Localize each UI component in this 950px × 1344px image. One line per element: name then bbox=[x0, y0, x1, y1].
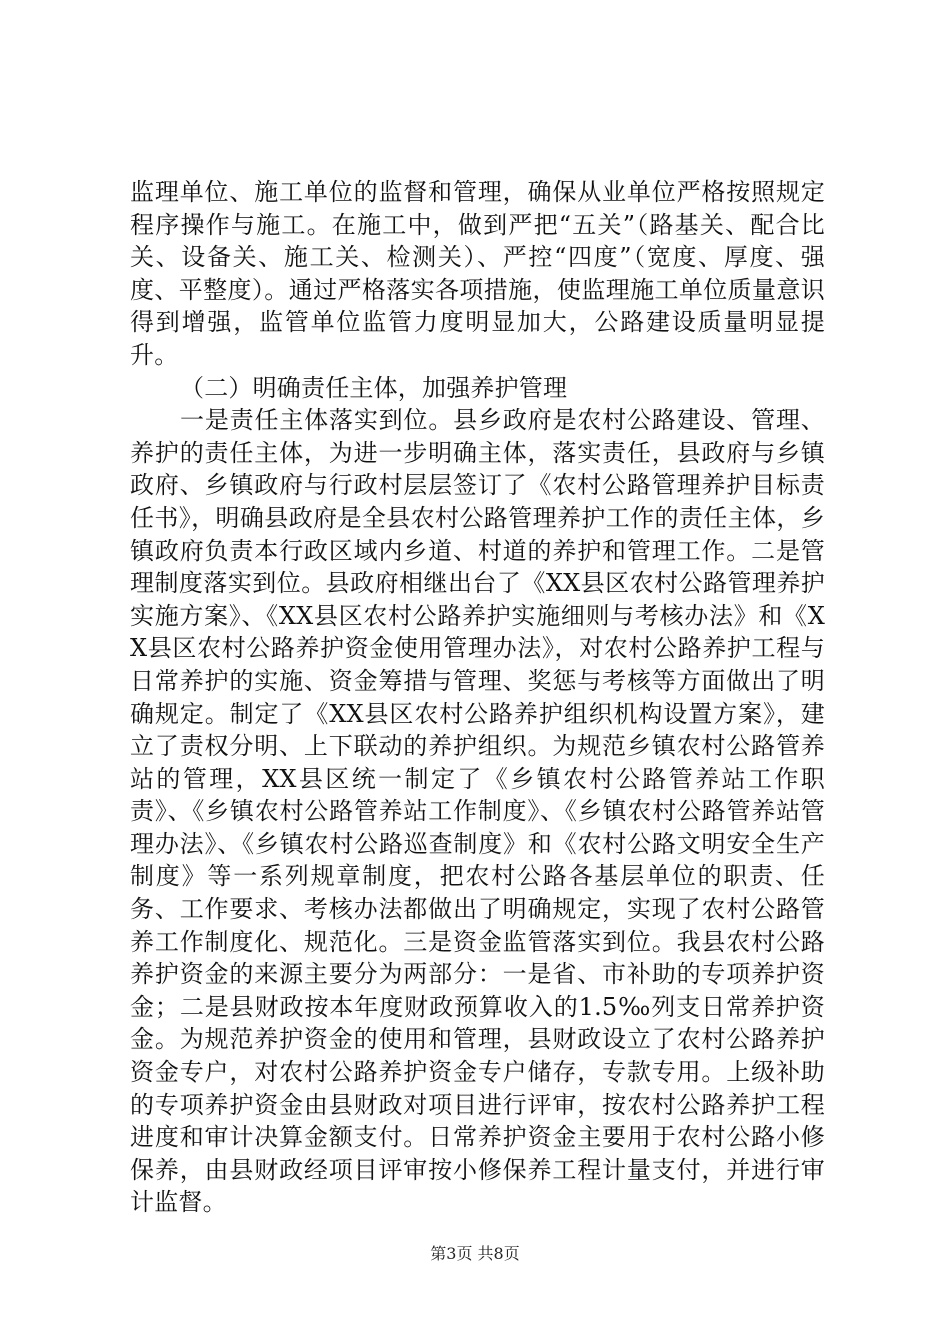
document-body bbox=[130, 176, 825, 1219]
page-number: 第3页 共8页 bbox=[430, 1244, 520, 1263]
section-heading: （二）明确责任主体，加强养护管理 bbox=[180, 373, 568, 402]
paragraph-supervision: 监理单位、施工单位的监督和管理，确保从业单位严格按照规定程序操作与施工。在施工中，做到严把“五关”（路基关、配合比关、设备关、施工关、检测关）、严控“四度”（宽度、厚度、强度、平整度）。通过严格落实各项措施，使监理施工单位质量意识得到增强，监管单位监管力度明显加大，公路建设质量明显提升。 bbox=[130, 178, 825, 369]
paragraph-responsibility: 一是责任主体落实到位。县乡政府是农村公路建设、管理、养护的责任主体，为进一步明确主体，落实责任，县政府与乡镇政府、乡镇政府与行政村层层签订了《农村公路管理养护目标责任书》，明确县政府是全县农村公路管理养护工作的责任主体，乡镇政府负责本行政区域内乡道、村道的养护和管理工作。二是管理制度落实到位。县政府相继出台了《XX县区农村公路管理养护实施方案》、《XX县区农村公路养护实施细则与考核办法》和《XX县区农村公路养护资金使用管理办法》，对农村公路养护工程与日常养护的实施、资金筹措与管理、奖惩与考核等方面做出了明确规定。制定了《XX县区农村公路养护组织机构设置方案》，建立了责权分明、上下联动的养护组织。为规范乡镇农村公路管养站的管理，XX县区统一制定了《乡镇农村公路管养站工作职责》、《乡镇农村公路管养站工作制度》、《乡镇农村公路管养站管理办法》、《乡镇农村公路巡查制度》和《农村公路文明安全生产制度》等一系列规章制度，把农村公路各基层单位的职责、任务、工作要求、考核办法都做出了明确规定，实现了农村公路管养工作制度化、规范化。三是资金监管落实到位。我县农村公路养护资金的来源主要分为两部分：一是省、市补助的专项养护资金；二是县财政按本年度财政预算收入的1.5‰列支日常养护资金。为规范养护资金的使用和管理，县财政设立了农村公路养护资金专户，对农村公路养护资金专户储存，专款专用。上级补助的专项养护资金由县财政对项目进行评审，按农村公路养护工程进度和审计决算金额支付。日常养护资金主要用于农村公路小修保养，由县财政经项目评审按小修保养工程计量支付，并进行审计监督。 bbox=[130, 406, 825, 1217]
